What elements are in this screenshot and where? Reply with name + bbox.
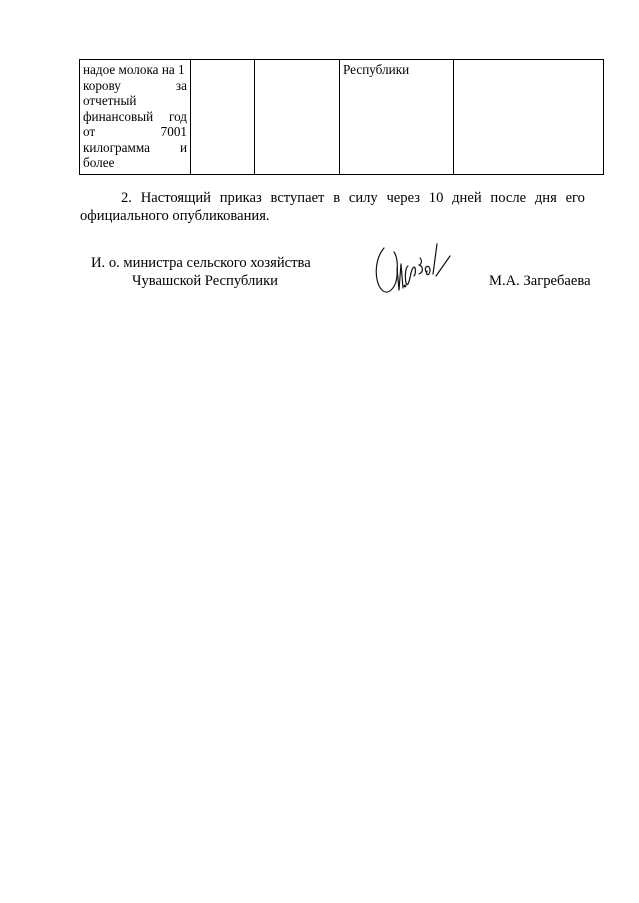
indicator-table: [79, 59, 604, 175]
paragraph-word: вступает: [270, 190, 325, 206]
paragraph-word: дней: [452, 190, 482, 206]
table-cell-empty: [191, 60, 255, 175]
cell-text: год: [168, 108, 187, 124]
cell-text: финансовый: [83, 108, 154, 124]
cell-line: [83, 93, 187, 109]
table-cell-empty: [255, 60, 340, 175]
signature-stroke: [425, 266, 430, 274]
paragraph-word: в: [333, 190, 341, 206]
cell-text: от: [83, 124, 96, 139]
paragraph-word: силу: [348, 190, 378, 206]
signature-stroke: [405, 266, 415, 285]
paragraph-word: приказ: [219, 190, 262, 206]
cell-line: [83, 78, 187, 94]
cell-line: [83, 109, 187, 125]
order-paragraph: [80, 189, 585, 225]
signature-stroke: [404, 285, 406, 287]
cell-line: [83, 140, 187, 156]
paragraph-word: его: [565, 190, 585, 206]
cell-text: корову: [83, 77, 121, 93]
signatory-title-line-1: И. о. министра сельского хозяйства: [91, 255, 311, 271]
cell-text: более: [83, 155, 115, 170]
paragraph-word: через: [386, 190, 421, 206]
cell-text: за: [175, 77, 187, 93]
signature-stroke: [433, 244, 437, 274]
signature-stroke: [436, 256, 450, 276]
signatory-title-line-2: Чувашской Республики: [132, 273, 278, 289]
table-cell-region: Республики: [340, 60, 454, 175]
paragraph-word: Настоящий: [140, 190, 211, 206]
cell-text: и: [179, 139, 187, 155]
cell-line: [83, 124, 187, 140]
signatory-name: М.А. Загребаева: [489, 273, 591, 289]
signature-stroke: [419, 258, 422, 274]
paragraph-word: дня: [534, 190, 557, 206]
cell-line: [83, 155, 187, 171]
cell-line: [83, 62, 187, 78]
cell-text: надое молока на 1: [83, 62, 185, 77]
paragraph-word: 2.: [121, 190, 132, 206]
paragraph-word: 10: [428, 190, 444, 206]
cell-text: килограмма: [83, 139, 150, 155]
paragraph-word: после: [490, 190, 527, 206]
table-cell-indicator: [80, 60, 191, 175]
cell-text: отчетный: [83, 93, 137, 108]
signature-stroke: [376, 248, 397, 292]
table-cell-empty: [454, 60, 604, 175]
handwritten-signature: [370, 238, 458, 302]
paragraph-line-2: официального опубликования.: [80, 208, 270, 224]
paragraph-line-1: [80, 189, 585, 207]
cell-text: 7001: [160, 124, 187, 139]
table-row: [80, 60, 604, 175]
signatory-title: [91, 254, 311, 290]
